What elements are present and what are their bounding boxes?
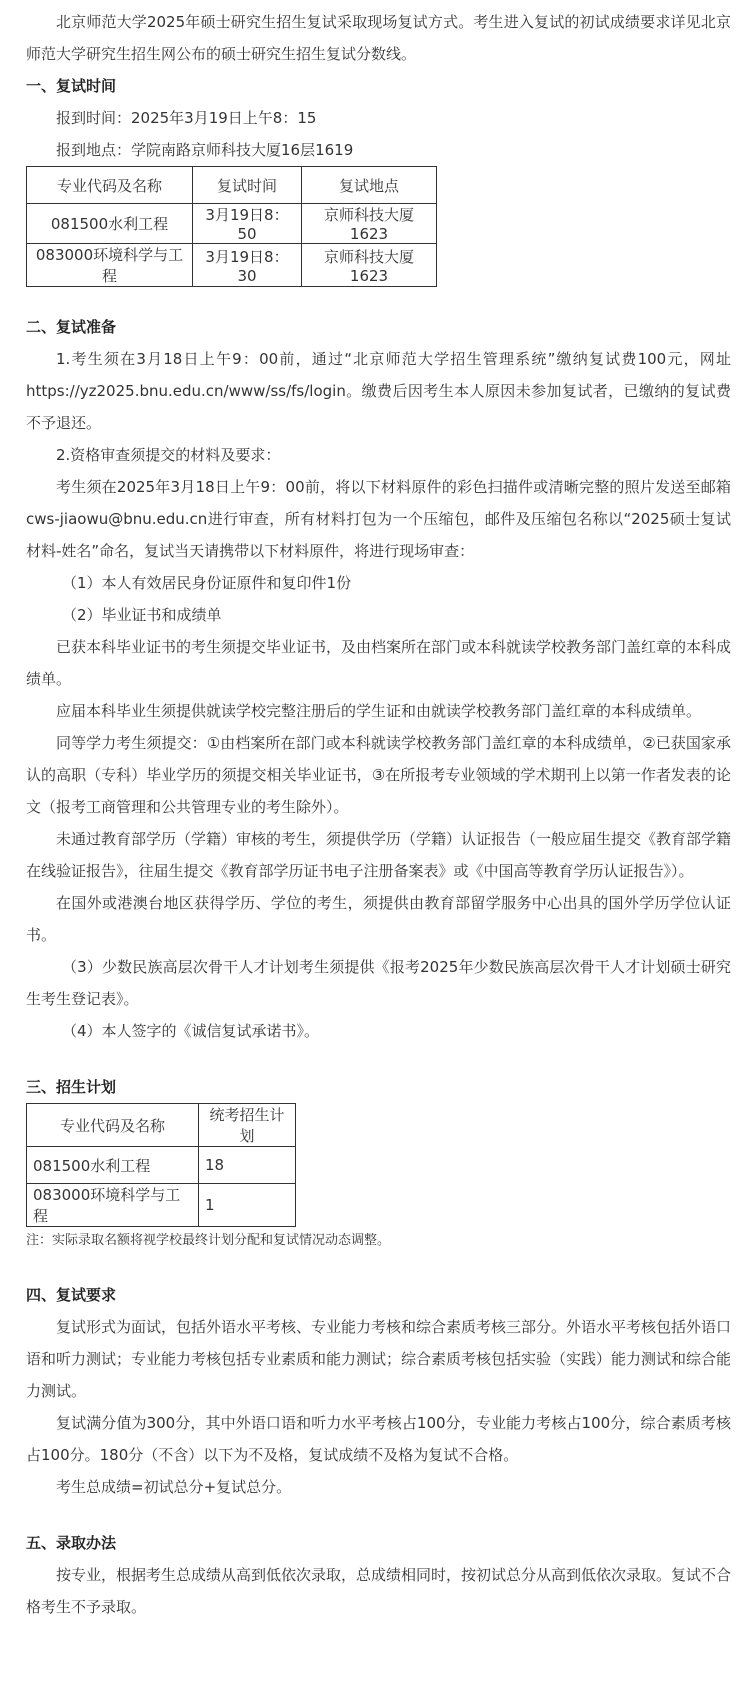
table-row [27,244,437,287]
paragraph: 应届本科毕业生须提供就读学校完整注册后的学生证和由就读学校教务部门盖红章的本科成绩单。 [56,702,702,720]
report-place: 报到地点：学院南路京师科技大厦16层1619 [56,141,354,159]
section-2-title: 二、复试准备 [26,318,117,336]
table-note: 注：实际录取名额将视学校最终计划分配和复试情况动态调整。 [26,1233,391,1248]
table-cell: 083000环境科学与工程 [27,244,193,287]
paragraph: 在国外或港澳台地区获得学历、学位的考生，须提供由教育部留学服务中心出具的国外学历学位认证书。 [26,894,731,944]
section-3-title: 三、招生计划 [26,1078,117,1096]
list-item: （4）本人签字的《诚信复试承诺书》。 [62,1022,320,1040]
table-cell: 081500水利工程 [27,204,193,244]
paragraph: 考生须在2025年3月18日上午9：00前，将以下材料原件的彩色扫描件或清晰完整的照片发送至邮箱cws-jiaowu@bnu.edu.cn进行审查，所有材料打包为一个压缩包，邮件及压缩包名称以“2025硕士复试材料-姓名”命名，复试当天请携带以下材料原件，将进行现场审查： [26,478,731,560]
table-row [27,1147,296,1184]
table-header-row [27,167,437,204]
report-time: 报到时间：2025年3月19日上午8：15 [56,109,317,127]
paragraph: 同等学力考生须提交：①由档案所在部门或本科就读学校教务部门盖红章的本科成绩单，②已获国家承认的高职（专科）毕业学历的须提交相关毕业证书，③在所报考专业领域的学术期刊上以第一作者发表的论文（报考工商管理和公共管理专业的考生除外）。 [26,734,731,816]
section-4-title: 四、复试要求 [26,1286,117,1304]
paragraph: 已获本科毕业证书的考生须提交毕业证书，及由档案所在部门或本科就读学校教务部门盖红章的本科成绩单。 [26,638,732,688]
table-header-cell: 专业代码及名称 [27,167,193,204]
table-cell: 京师科技大厦1623 [302,244,437,287]
intro-paragraph: 北京师范大学2025年硕士研究生招生复试采取现场复试方式。考生进入复试的初试成绩要求详见北京师范大学研究生招生网公布的硕士研究生招生复试分数线。 [26,13,731,63]
table-cell: 1 [199,1184,296,1227]
table-cell: 081500水利工程 [27,1147,199,1184]
table-row [27,1184,296,1227]
list-item: （1）本人有效居民身份证原件和复印件1份 [62,574,352,592]
table-cell: 3月19日8：30 [193,244,302,287]
table-header-cell: 统考招生计划 [199,1104,296,1147]
enrollment-plan-table [26,1103,296,1227]
paragraph: 复试形式为面试，包括外语水平考核、专业能力考核和综合素质考核三部分。外语水平考核包括外语口语和听力测试；专业能力考核包括专业素质和能力测试；综合素质考核包括实验（实践）能力测试和综合能力测试。 [26,1318,732,1400]
paragraph: 按专业，根据考生总成绩从高到低依次录取，总成绩相同时，按初试总分从高到低依次录取。复试不合格考生不予录取。 [26,1566,732,1616]
paragraph: 2.资格审查须提交的材料及要求： [56,446,281,464]
section-1-title: 一、复试时间 [26,77,117,95]
table-row [27,204,437,244]
paragraph: 复试满分值为300分，其中外语口语和听力水平考核占100分，专业能力考核占100分，综合素质考核占100分。180分（不含）以下为不及格，复试成绩不及格为复试不合格。 [26,1414,731,1464]
list-item: （3）少数民族高层次骨干人才计划考生须提供《报考2025年少数民族高层次骨干人才计划硕士研究生考生登记表》。 [26,958,731,1008]
interview-schedule-table [26,166,437,287]
table-header-cell: 复试地点 [302,167,437,204]
table-header-cell: 复试时间 [193,167,302,204]
list-item: （2）毕业证书和成绩单 [62,606,222,624]
paragraph: 1.考生须在3月18日上午9：00前，通过“北京师范大学招生管理系统”缴纳复试费100元，网址https://yz2025.bnu.edu.cn/www/ss/fs/login。缴费后因考生本人原因未参加复试者，已缴纳的复试费不予退还。 [26,350,731,432]
table-cell: 京师科技大厦1623 [302,204,437,244]
table-cell: 083000环境科学与工程 [27,1184,199,1227]
table-header-cell: 专业代码及名称 [27,1104,199,1147]
table-cell: 18 [199,1147,296,1184]
section-5-title: 五、录取办法 [26,1534,117,1552]
paragraph: 考生总成绩=初试总分+复试总分。 [56,1478,292,1496]
table-cell: 3月19日8：50 [193,204,302,244]
table-header-row [27,1104,296,1147]
paragraph: 未通过教育部学历（学籍）审核的考生，须提供学历（学籍）认证报告（一般应届生提交《教育部学籍在线验证报告》，往届生提交《教育部学历证书电子注册备案表》或《中国高等教育学历认证报告》）。 [26,830,732,880]
